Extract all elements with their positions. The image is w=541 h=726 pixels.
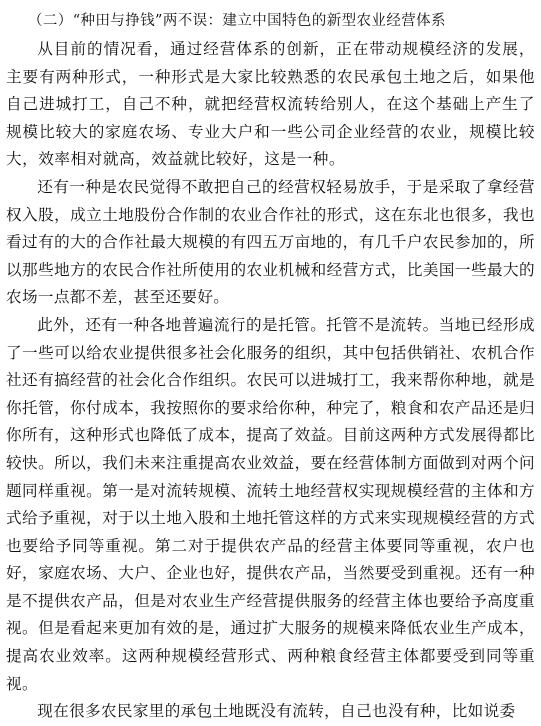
- paragraph-scale-economy-forms: 从目前的情况看，通过经营体系的创新，正在带动规模经济的发展，主要有两种形式，一种形式是大家比较熟悉的农民承包土地之后，如果他自己进城打工，自己不种，就把经营权流转给别人，在这个基础上产生了规模比较大的家庭农场、专业大户和一些公司企业经营的农业，规模比较大，效率相对就高，效益就比较好，这是一种。: [6, 40, 535, 169]
- document-page: [6, 8, 535, 726]
- paragraph-trusteeship-services: 此外，还有一种各地普遍流行的是托管。托管不是流转。当地已经形成了一些可以给农业提供很多社会化服务的组织，其中包括供销社、农机合作社还有搞经营的社会化合作组织。农民可以进城打工，我来帮你种地，就是你托管，你付成本，我按照你的要求给你种，种完了，粮食和农产品还是归你所有，这种形式也降低了成本，提高了效益。目前这两种方式发展得都比较快。所以，我们未来注重提高农业效益，要在经营体制方面做到对两个问题同样重视。第一是对流转规模、流转土地经营权实现规模经营的主体和方式给予重视，对于以土地入股和土地托管这样的方式来实现规模经营的方式也要给予同等重视。第二对于提供农产品的经营主体要同等重视，农户也好，家庭农场、大户、企业也好，提供农产品，当然要受到重视。还有一种是不提供农产品，但是对农业生产经营提供服务的经营主体也要给予高度重视。但是看起来更加有效的是，通过扩大服务的规模来降低农业生产成本，提高农业效率。这两种规模经营形式、两种粮食经营主体都要受到同等重视。: [6, 315, 535, 693]
- paragraph-contracted-land-continued: 现在很多农民家里的承包土地既没有流转，自己也没有种，比如说委: [37, 702, 516, 721]
- section-heading: （二）“种田与挣钱”两不误：建立中国特色的新型农业经营体系: [28, 13, 446, 29]
- paragraph-land-shareholding-cooperatives: 还有一种是农民觉得不敢把自己的经营权轻易放手，于是采取了拿经营权入股，成立土地股份合作制的农业合作社的形式，这在东北也很多，我也看过有的大的合作社最大规模的有四五万亩地的，有几千户农民参加的，所以那些地方的农民合作社所使用的农业机械和经营方式，比美国一些最大的农场一点都不差，甚至还要好。: [6, 177, 535, 307]
